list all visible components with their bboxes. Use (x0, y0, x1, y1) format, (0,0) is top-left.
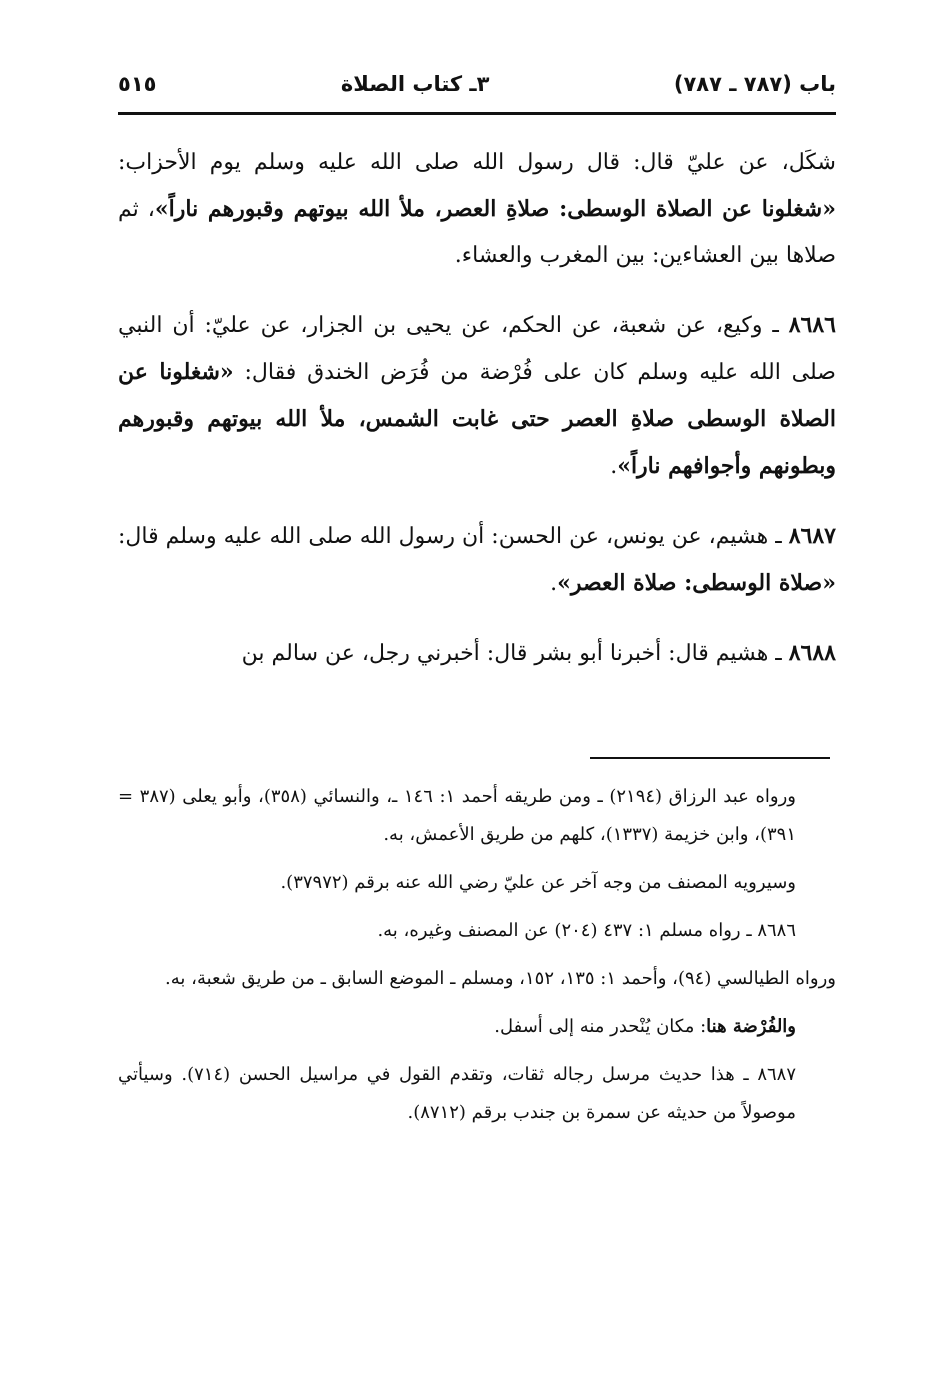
footnotes (118, 778, 836, 1142)
hadith-quote: «شغلونا عن الصلاة الوسطى صلاةِ العصر حتى غابت الشمس، ملأ الله بيوتهم وقبورهم وبطونهم وأجوافهم ناراً» (118, 359, 836, 479)
paragraph-intro: ـ هشيم، عن يونس، عن الحسن: أن رسول الله صلى الله عليه وسلم قال: (118, 524, 789, 549)
hadith-8687 (118, 513, 836, 607)
footnote: ورواه عبد الرزاق (٢١٩٤) ـ ومن طريقه أحمد ١: ١٤٦ ـ، والنسائي (٣٥٨)، وأبو يعلى (٣٨٧ = ٣٩١)، وابن خزيمة (١٣٣٧)، كلهم من طريق الأعمش، به. (118, 786, 796, 845)
header-rule (118, 112, 836, 115)
hadith-number: ٨٦٨٧ (788, 523, 836, 549)
paragraph-intro: ـ وكيع، عن شعبة، عن الحكم، عن يحيى بن الجزار، عن عليّ: أن النبي صلى الله عليه وسلم كان على فُرْضة من فُرَض الخندق فقال: (118, 313, 836, 385)
footnote-rule (590, 757, 830, 759)
hadith-quote: «صلاة الوسطى: صلاة العصر» (557, 570, 836, 596)
footnote: ٨٦٨٦ ـ رواه مسلم ١: ٤٣٧ (٢٠٤) عن المصنف وغيره، به. (377, 920, 796, 941)
hadith-number: ٨٦٨٦ (788, 312, 836, 338)
paragraph-intro: شكَل، عن عليّ قال: قال رسول الله صلى الله عليه وسلم يوم الأحزاب: (118, 150, 836, 175)
header-section: باب (٧٨٧ ـ ٧٨٧) (673, 72, 836, 96)
paragraph-intro: ـ هشيم قال: أخبرنا أبو بشر قال: أخبرني رجل، عن سالم بن (241, 641, 789, 666)
hadith-quote: «شغلونا عن الصلاة الوسطى: صلاةِ العصر، ملأ الله بيوتهم وقبورهم ناراً» (154, 196, 836, 222)
running-header (118, 62, 836, 106)
footnote-term: والفُرْضة هنا (706, 1016, 796, 1037)
footnote: وسيرويه المصنف من وجه آخر عن عليّ رضي الله عنه برقم (٣٧٩٧٢). (280, 872, 796, 893)
footnote: ٨٦٨٧ ـ هذا حديث مرسل رجاله ثقات، وتقدم القول في مراسيل الحسن (٧١٤). وسيأتي موصولاً من حديثه عن سمرة بن جندب برقم (٨٧١٢). (118, 1064, 797, 1123)
main-text (118, 140, 836, 700)
footnote-definition (118, 1008, 836, 1046)
hadith-8688 (118, 630, 836, 677)
footnote-term-rest: : مكان يُنْحدر منه إلى أسفل. (494, 1016, 707, 1037)
hadith-number: ٨٦٨٨ (788, 640, 836, 666)
hadith-8686 (118, 302, 836, 490)
paragraph-rest: . (550, 571, 558, 596)
page-number: ٥١٥ (118, 72, 157, 96)
paragraph-continuation (118, 140, 836, 279)
paragraph-rest: ، ثم صلاها بين العشاءين: بين المغرب والعشاء. (118, 197, 836, 268)
footnote: ورواه الطيالسي (٩٤)، وأحمد ١: ١٣٥، ١٥٢، ومسلم ـ الموضع السابق ـ من طريق شعبة، به. (165, 968, 836, 989)
header-title: ٣ـ كتاب الصلاة (340, 72, 490, 96)
paragraph-rest: . (610, 454, 618, 479)
